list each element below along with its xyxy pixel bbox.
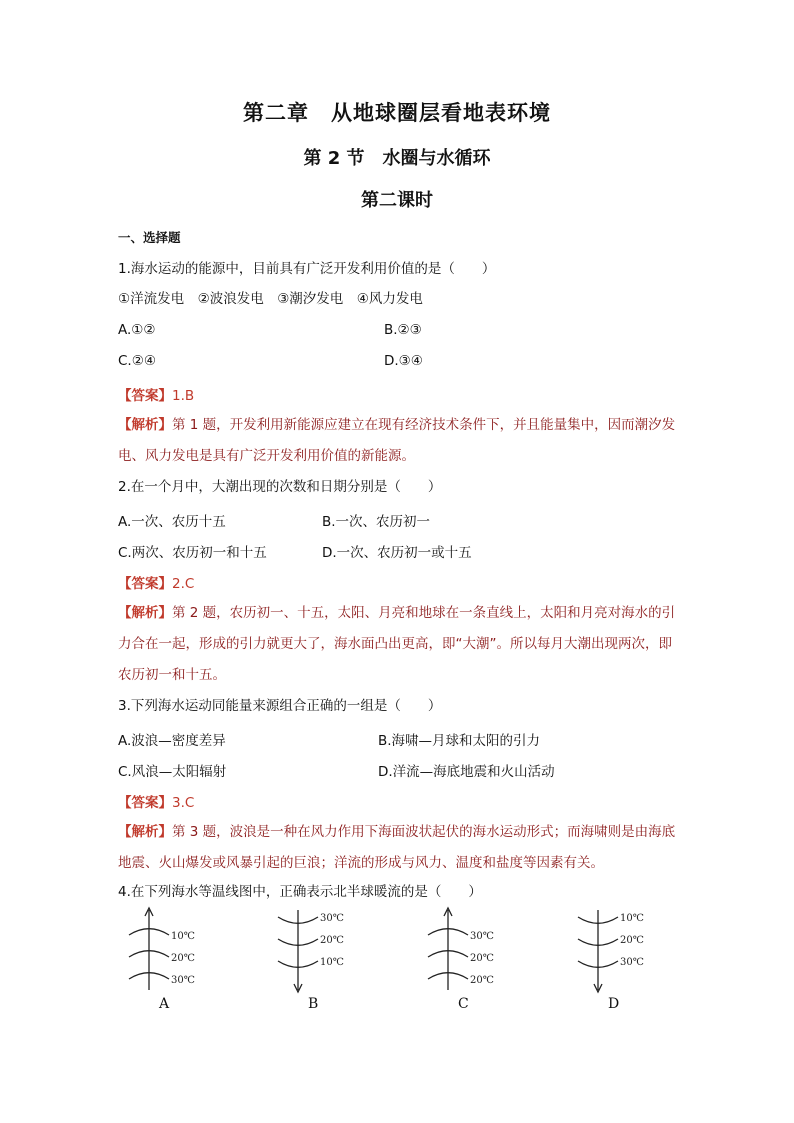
isotherm-temp-label: 30℃ xyxy=(620,957,644,968)
isotherm-temp-label: 20℃ xyxy=(470,975,494,986)
isotherm-temp-label: 30℃ xyxy=(171,975,195,986)
diagram-label-d: D xyxy=(608,996,620,1012)
isotherm-temp-label: 30℃ xyxy=(470,931,494,942)
analysis-text: 第 3 题，波浪是一种在风力作用下海面波状起伏的海水运动形式；而海啸则是由海底地震、火山爆发或风暴引起的巨浪；洋流的形成与风力、温度和盐度等因素有关。 xyxy=(118,824,676,871)
lesson-title: 第二课时 xyxy=(361,190,433,211)
analysis-tag: 【解析】 xyxy=(118,605,172,621)
question-3-analysis xyxy=(118,817,678,879)
answer-tag: 【答案】 xyxy=(118,795,172,811)
question-2-option-a: A.一次、农历十五 xyxy=(118,514,226,530)
isotherm-temp-label: 20℃ xyxy=(620,935,644,946)
isotherm-temp-label: 20℃ xyxy=(171,953,195,964)
analysis-tag: 【解析】 xyxy=(118,824,172,840)
isotherm-diagram-c xyxy=(418,906,508,996)
question-4-stem: 4.在下列海水等温线图中，正确表示北半球暖流的是（ ） xyxy=(118,884,482,900)
question-type-heading: 一、选择题 xyxy=(118,230,181,245)
chapter-title: 第二章 从地球圈层看地表环境 xyxy=(243,101,551,125)
question-2-analysis xyxy=(118,598,678,691)
question-2-option-c: C.两次、农历初一和十五 xyxy=(118,545,267,561)
diagram-label-b: B xyxy=(308,996,319,1012)
isotherm-diagram-d xyxy=(568,906,658,996)
answer-tag: 【答案】 xyxy=(118,576,172,592)
question-1-option-d: D.③④ xyxy=(384,353,423,369)
isotherm-diagram-b xyxy=(268,906,358,996)
answer-value: 2.C xyxy=(172,576,195,592)
question-3-option-c: C.风浪—太阳辐射 xyxy=(118,764,227,780)
question-3-option-b: B.海啸—月球和太阳的引力 xyxy=(378,733,541,749)
isotherm-diagram-a xyxy=(119,906,209,996)
isotherm-temp-label: 20℃ xyxy=(470,953,494,964)
answer-tag: 【答案】 xyxy=(118,388,172,404)
question-1-items: ①洋流发电 ②波浪发电 ③潮汐发电 ④风力发电 xyxy=(118,291,423,307)
answer-value: 3.C xyxy=(172,795,195,811)
question-3-stem: 3.下列海水运动同能量来源组合正确的一组是（ ） xyxy=(118,698,442,714)
question-3-answer xyxy=(118,791,194,811)
question-2-option-b: B.一次、农历初一 xyxy=(322,514,431,530)
isotherm-temp-label: 10℃ xyxy=(320,957,344,968)
question-3-option-a: A.波浪—密度差异 xyxy=(118,733,226,749)
question-2-answer xyxy=(118,572,194,592)
answer-value: 1.B xyxy=(172,388,195,404)
question-1-option-b: B.②③ xyxy=(384,322,422,338)
analysis-text: 第 2 题，农历初一、十五，太阳、月亮和地球在一条直线上，太阳和月亮对海水的引力合在一起，形成的引力就更大了，海水面凸出更高，即“大潮”。所以每月大潮出现两次，即农历初一和十五。 xyxy=(118,605,676,683)
question-1-answer xyxy=(118,384,194,404)
question-3-option-d: D.洋流—海底地震和火山活动 xyxy=(378,764,555,780)
isotherm-temp-label: 10℃ xyxy=(620,913,644,924)
diagram-label-c: C xyxy=(458,996,469,1012)
question-1-analysis xyxy=(118,410,678,472)
isotherm-temp-label: 30℃ xyxy=(320,913,344,924)
question-1-option-c: C.②④ xyxy=(118,353,156,369)
question-2-option-d: D.一次、农历初一或十五 xyxy=(322,545,472,561)
isotherm-temp-label: 10℃ xyxy=(171,931,195,942)
analysis-tag: 【解析】 xyxy=(118,417,172,433)
section-title: 第 2 节 水圈与水循环 xyxy=(303,148,491,169)
isotherm-temp-label: 20℃ xyxy=(320,935,344,946)
question-1-option-a: A.①② xyxy=(118,322,156,338)
question-2-stem: 2.在一个月中，大潮出现的次数和日期分别是（ ） xyxy=(118,479,442,495)
diagram-label-a: A xyxy=(159,996,170,1012)
question-1-stem: 1.海水运动的能源中，目前具有广泛开发利用价值的是（ ） xyxy=(118,261,496,277)
analysis-text: 第 1 题，开发利用新能源应建立在现有经济技术条件下，并且能量集中，因而潮汐发电、风力发电是具有广泛开发利用价值的新能源。 xyxy=(118,417,676,464)
